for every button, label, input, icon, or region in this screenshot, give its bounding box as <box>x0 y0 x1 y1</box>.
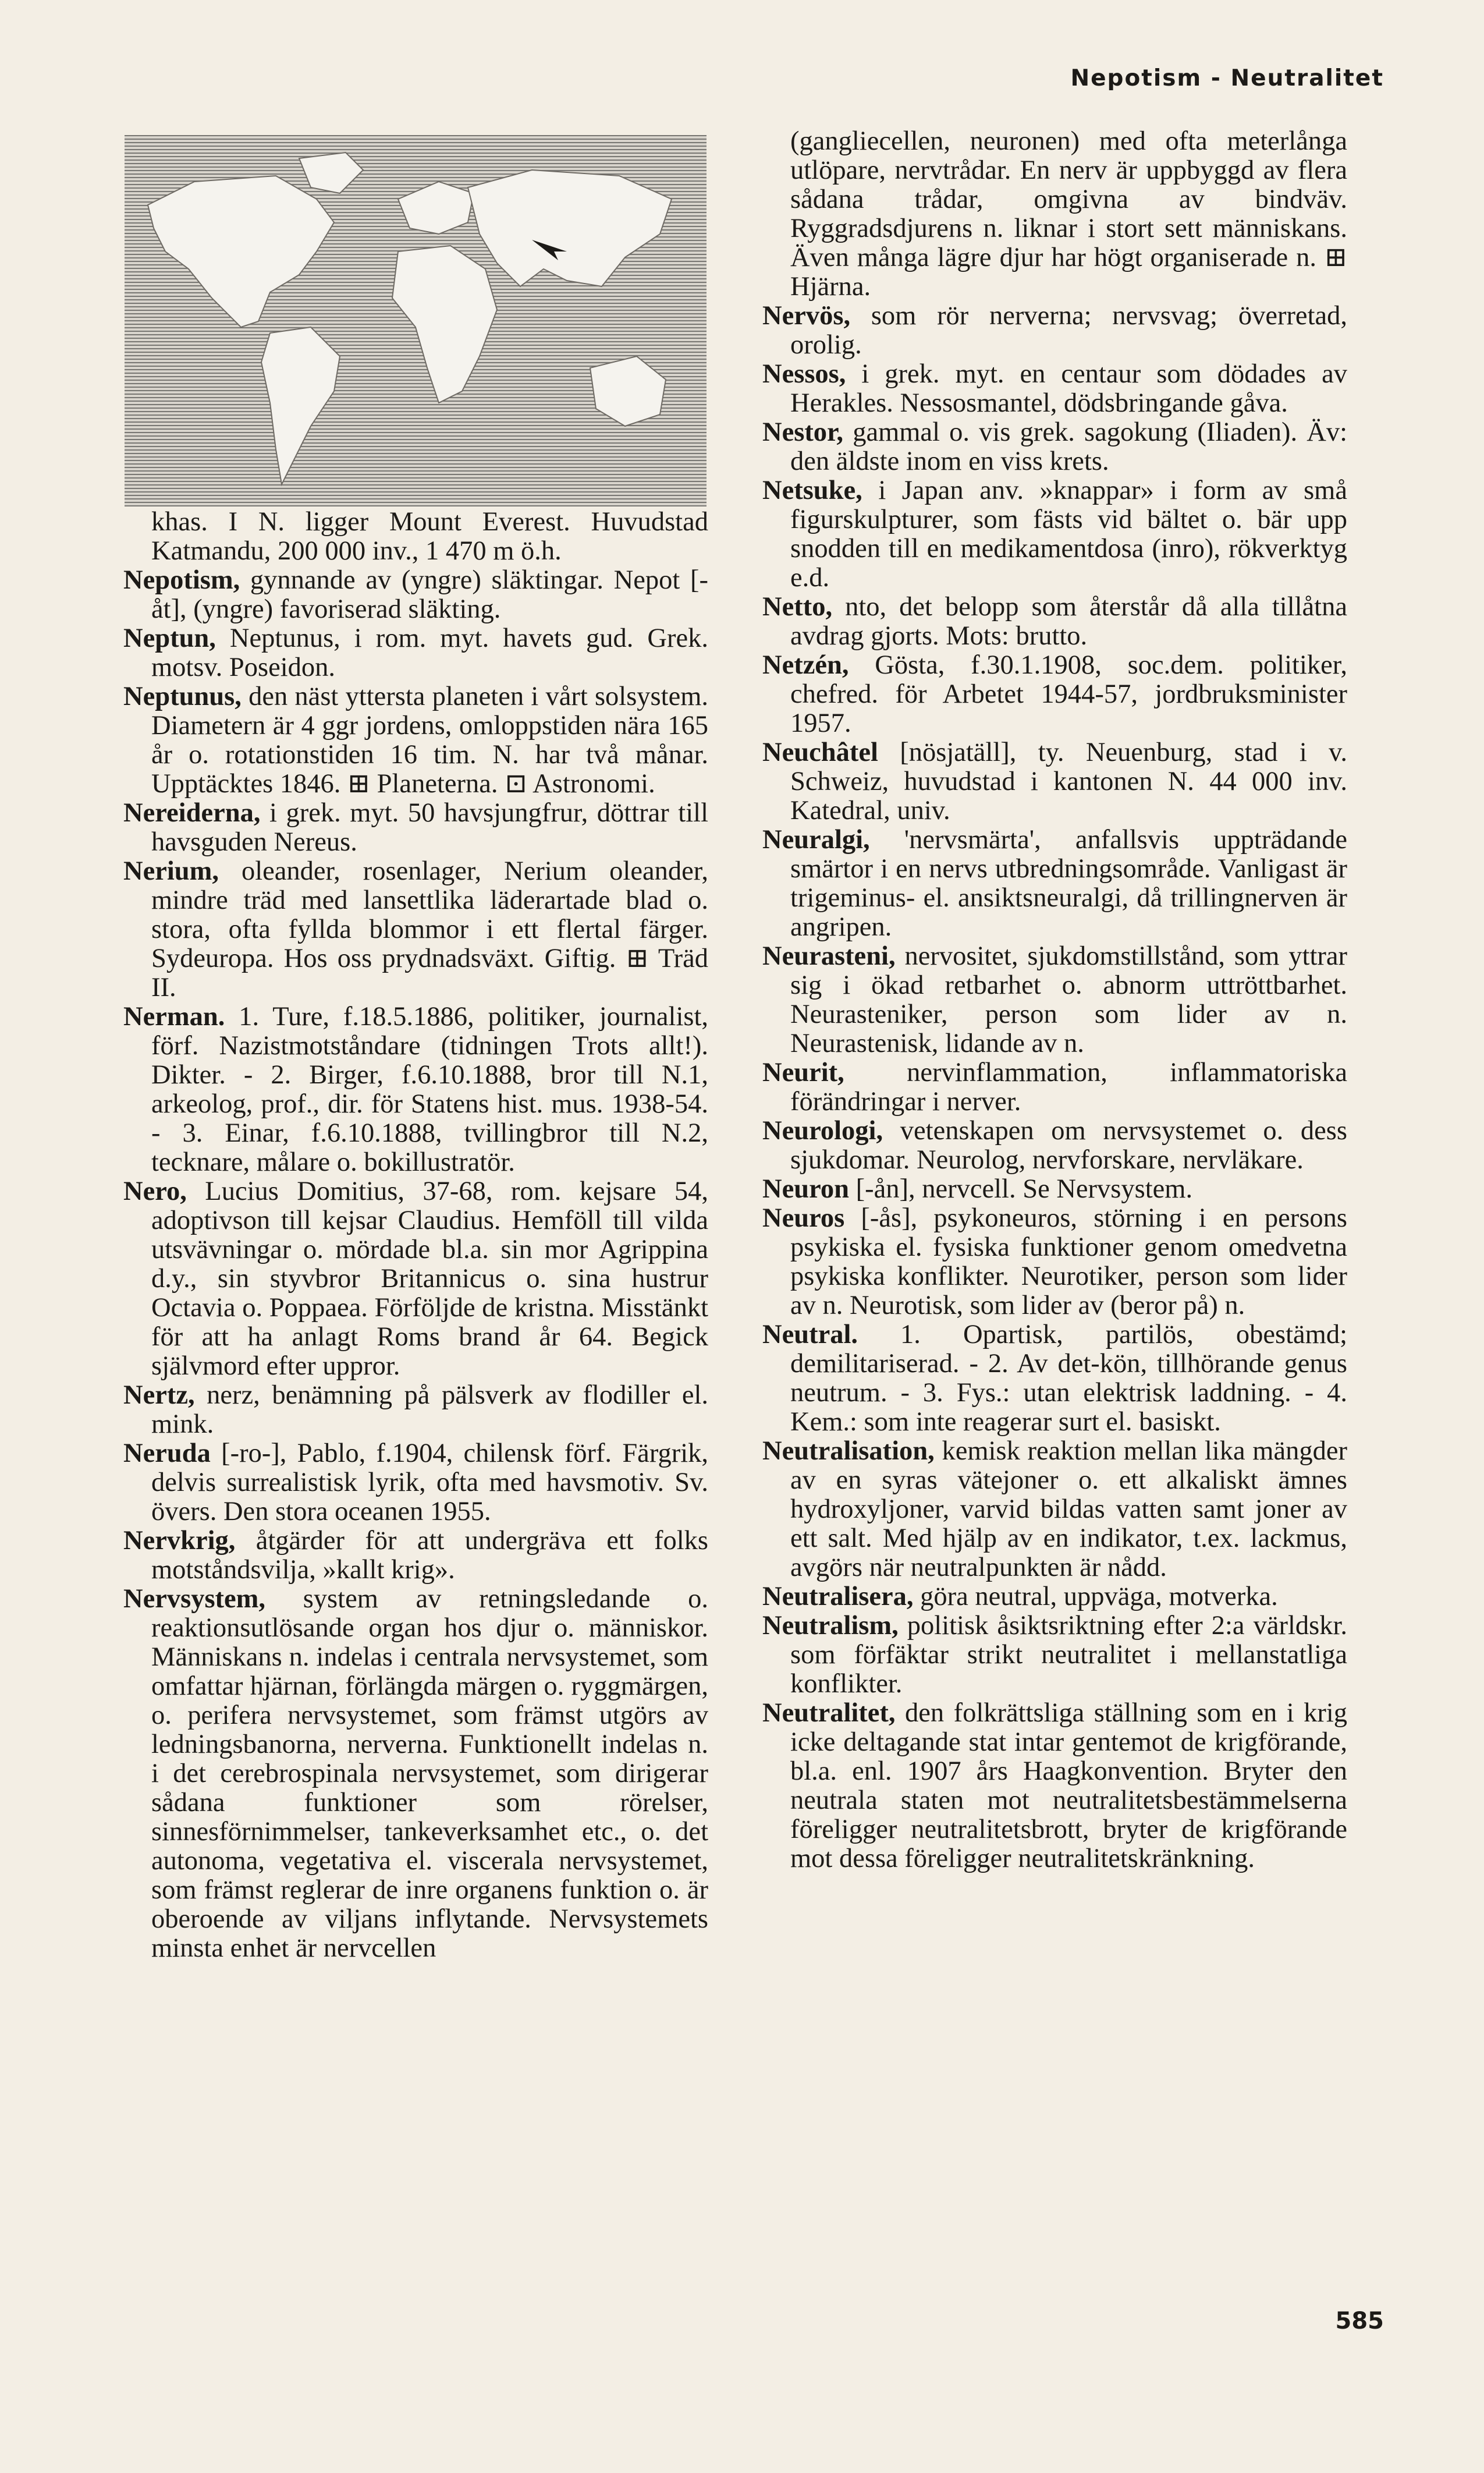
entry-neptun: Neptun, Neptunus, i rom. myt. havets gud. Grek. motsv. Poseidon. <box>123 623 708 682</box>
entry-nervkrig: Nervkrig, åtgärder för att undergräva ett folks motståndsvilja, »kallt krig». <box>123 1526 708 1585</box>
asia-shape <box>468 170 672 286</box>
africa-shape <box>392 246 497 403</box>
entry-neutralism: Neutralism, politisk åsiktsriktning efter 2:a världskr. som förfäktar strikt neutralitet i mellanstatliga konflikter. <box>762 1611 1347 1699</box>
entry-nestor: Nestor, gammal o. vis grek. sagokung (Iliaden). Äv: den äldste inom en viss krets. <box>762 417 1347 476</box>
entry-neurologi: Neurologi, vetenskapen om nervsystemet o. dess sjukdomar. Neurolog, nervforskare, nervläkare. <box>762 1116 1347 1175</box>
world-map-graphic <box>125 135 707 506</box>
entry-nervos: Nervös, som rör nerverna; nervsvag; överretad, orolig. <box>762 301 1347 360</box>
entry-neuralgi: Neuralgi, 'nervsmärta', anfallsvis uppträdande smärtor i en nervs utbredningsområde. Vanligast är trigeminus- el. ansiktsneuralgi, då trillingnerven är angripen. <box>762 825 1347 942</box>
entry-neurit: Neurit, nervinflammation, inflammatoriska förändringar i nerver. <box>762 1058 1347 1117</box>
entry-netto: Netto, nto, det belopp som återstår då alla tillåtna avdrag gjorts. Mots: brutto. <box>762 592 1347 651</box>
entry-neuron: Neuron [-ån], nervcell. Se Nervsystem. <box>762 1174 1193 1204</box>
entry-nero: Nero, Lucius Domitius, 37-68, rom. kejsare 54, adoptivson till kejsar Claudius. Hemföll till vilda utsvävningar o. mördade bl.a. sin mor Agrippina d.y., sin styvbror Britannicus o. sina hustrur Octavia o. Poppaea. Förföljde de kristna. Misstänkt för att ha anlagt Roms brand år 64. Begick självmord efter uppror. <box>123 1177 708 1381</box>
entry-netsuke: Netsuke, i Japan anv. »knappar» i form av små figurskulpturer, som fästs vid bältet o. bär upp snodden till en medikamentdosa (inro), rökverktyg e.d. <box>762 476 1347 593</box>
entry-neuchatel: Neuchâtel [nösjatäll], ty. Neuenburg, stad i v. Schweiz, huvudstad i kantonen N. 44 000 inv. Katedral, univ. <box>762 738 1347 825</box>
greenland-shape <box>299 153 363 193</box>
entry-nepotism: Nepotism, gynnande av (yngre) släktingar. Nepot [-åt], (yngre) favoriserad släkting. <box>123 565 708 624</box>
entry-neptunus: Neptunus, den näst yttersta planeten i vårt solsystem. Diametern är 4 ggr jordens, omloppstiden nära 165 år o. rotationstiden 16 tim. N. har två månar. Upptäcktes 1846. ⊞ Planeterna. ⊡ Astronomi. <box>123 682 708 799</box>
entry-nerman: Nerman. 1. Ture, f.18.5.1886, politiker, journalist, förf. Nazistmotståndare (tidningen Trots allt!). Dikter. - 2. Birger, f.6.10.1888, bror till N.1, arkeolog, prof., dir. för Statens hist. mus. 1938-54. - 3. Einar, f.6.10.1888, tvillingbror till N.2, tecknare, målare o. bokillustratör. <box>123 1002 708 1177</box>
entry-neutralisation: Neutralisation, kemisk reaktion mellan lika mängder av en syras vätejoner o. ett alkaliskt ämnes hydroxyljoner, varvid bildas vatten samt joner av ett salt. Med hjälp av en indikator, t.ex. lackmus, avgörs när neutralpunkten är nådd. <box>762 1436 1347 1582</box>
entry-continuation: khas. I N. ligger Mount Everest. Huvudstad Katmandu, 200 000 inv., 1 470 m ö.h. <box>151 507 708 566</box>
entry-neuros: Neuros [-ås], psykoneuros, störning i en persons psykiska el. fysiska funktioner genom omedvetna psykiska konflikter. Neurotiker, person som lider av n. Neurotisk, som lider av (beror på) n. <box>762 1203 1347 1320</box>
entry-nerium: Nerium, oleander, rosenlager, Nerium oleander, mindre träd med lansettlika läderartade blad o. stora, ofta fyllda blommor i ett flertal färger. Sydeuropa. Hos oss prydnadsväxt. Giftig. ⊞ Träd II. <box>123 856 708 1002</box>
entry-nertz: Nertz, nerz, benämning på pälsverk av flodiller el. mink. <box>123 1380 708 1439</box>
entry-neurasteni: Neurasteni, nervositet, sjukdomstillstånd, som yttrar sig i ökad retbarhet o. abnorm uttröttbarhet. Neurasteniker, person som lider av n. Neurastenisk, lidande av n. <box>762 941 1347 1058</box>
entry-neutralisera: Neutralisera, göra neutral, uppväga, motverka. <box>762 1582 1278 1611</box>
entry-neruda: Neruda [-ro-], Pablo, f.1904, chilensk förf. Färgrik, delvis surrealistisk lyrik, ofta med havsmotiv. Sv. övers. Den stora oceanen 1955. <box>123 1439 708 1526</box>
south-america-shape <box>261 327 340 484</box>
running-head: Nepotism - Neutralitet <box>1070 65 1384 91</box>
entry-nervsystem: Nervsystem, system av retningsledande o. reaktionsutlösande organ hos djur o. människor. Människans n. indelas i centrala nervsystemet, som omfattar hjärnan, förlängda märgen o. ryggmärgen, o. perifera nervsystemet, som främst utgörs av ledningsbanorna, nerverna. Funktionellt indelas n. i det cerebrospinala nervsystemet, som dirigerar sådana funktioner som rörelser, sinnesförnimmelser, tankeverksamhet etc., o. det autonoma, vegetativa el. viscerala nervsystemet, som främst reglerar de inre organens funktion o. är oberoende av viljans inflytande. Nervsystemets minsta enhet är nervcellen <box>123 1584 708 1963</box>
page-number: 585 <box>1335 2308 1384 2334</box>
entry-neutral: Neutral. 1. Opartisk, partilös, obestämd; demilitariserad. - 2. Av det-kön, tillhörande genus neutrum. - 3. Fys.: utan elektrisk laddning. - 4. Kem.: som inte reagerar surt el. basiskt. <box>762 1320 1347 1437</box>
north-america-shape <box>148 176 334 327</box>
right-column <box>762 127 1347 1873</box>
australia-shape <box>590 356 666 426</box>
left-column <box>123 508 708 1963</box>
entry-neutralitet: Neutralitet, den folkrättsliga ställning som en i krig icke deltagande stat intar gentemot de krigförande, bl.a. enl. 1907 års Haagkonvention. Bryter den neutrala staten mot neutralitetsbestämmelserna föreligger neutralitetsbrott, bryter de krigförande mot dessa föreligger neutralitetskränkning. <box>762 1698 1347 1873</box>
europe-shape <box>398 182 474 234</box>
entry-nessos: Nessos, i grek. myt. en centaur som dödades av Herakles. Nessosmantel, dödsbringande gåva. <box>762 359 1347 418</box>
world-map <box>125 135 707 506</box>
entry-netzen: Netzén, Gösta, f.30.1.1908, soc.dem. politiker, chefred. för Arbetet 1944-57, jordbruksminister 1957. <box>762 650 1347 738</box>
entry-nereiderna: Nereiderna, i grek. myt. 50 havsjungfrur, döttrar till havsguden Nereus. <box>123 798 708 857</box>
entry-continuation: (gangliecellen, neuronen) med ofta meterlånga utlöpare, nervtrådar. En nerv är uppbyggd av flera sådana trådar, omgivna av bindväv. Ryggradsdjurens n. liknar i stort sett människans. Även många lägre djur har högt organiserade n. ⊞ Hjärna. <box>790 126 1347 302</box>
